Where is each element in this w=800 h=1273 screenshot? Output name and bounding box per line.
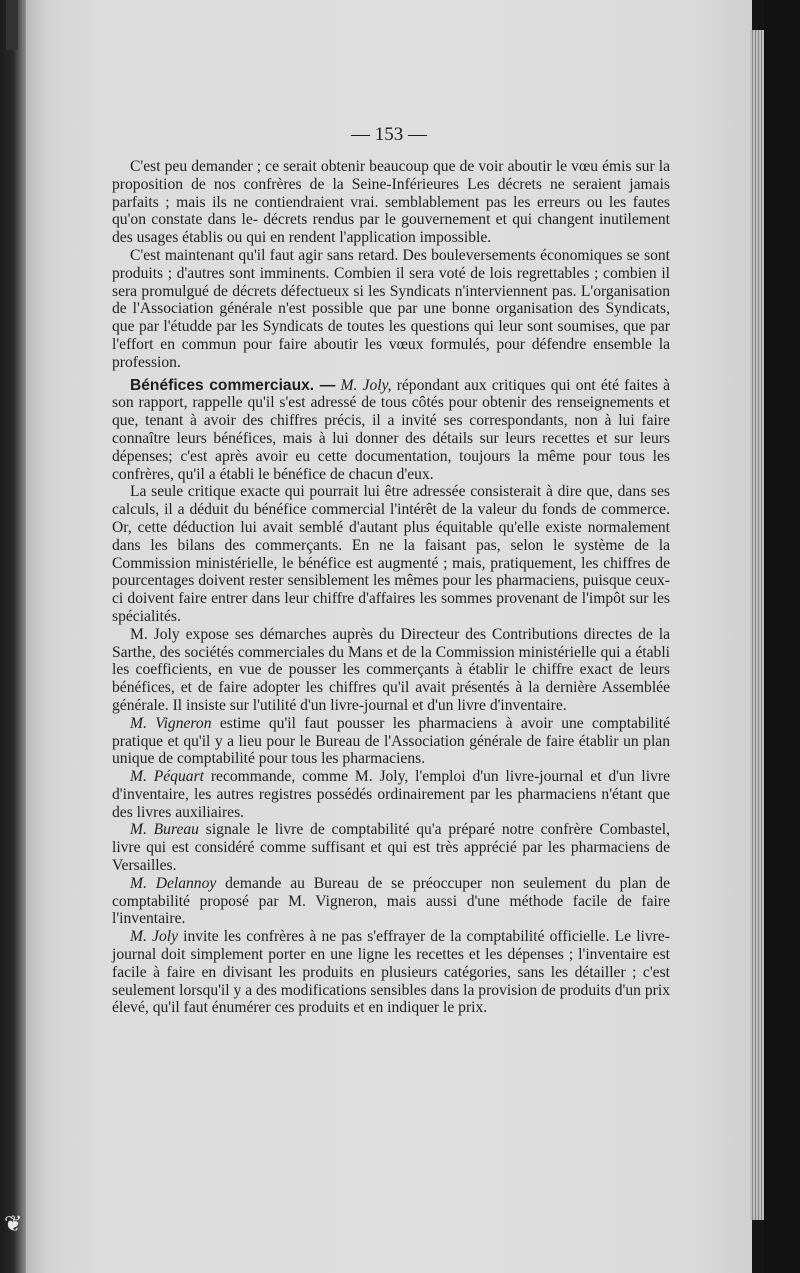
binding-mark [6,0,18,50]
paragraph-text: C'est maintenant qu'il faut agir sans retard. Des bouleversements économiques se sont produits ; d'autres sont imminents. Combien il sera voté de lois regrettables ; combien il sera promulgué de décrets défectueux si les Syndicats n'interviennent pas. L'organisation de l'Association générale n'est possible que par une bonne organisation des Syndicats, que par l'étudde par les Syndicats de toutes les questions qui leur sont soumises, que par l'effort en commun pour faire aboutir les vœux formulés, pour défendre ensemble la profession. [112,246,670,371]
book-page [26,0,752,1273]
section-heading: Bénéfices commerciaux. — [130,376,336,394]
paragraph [112,483,670,625]
paragraph [112,821,670,874]
paragraph-text: La seule critique exacte qui pourrait lui être adressée consisterait à dire que, dans ses calculs, il a déduit du bénéfice commercial l'intérêt de la valeur du fonds de commerce. Or, cette déduction lui avait semblé d'autant plus équitable qu'elle existe normalement dans les bilans des commerçants. En ne la faisant pas, selon le système de la Commission ministérielle, le bénéfice est augmenté ; mais, pratiquement, les chiffres de pourcentages doivent rester sensiblement les mêmes pour les pharmaciens, puisque ceux-ci doivent faire entrer dans leur chiffre d'affaires les sommes provenant de l'impôt sur les spécialités. [112,483,670,625]
paragraph [112,768,670,821]
page-body [112,158,670,1017]
paragraph-text: estime qu'il faut pousser les pharmaciens à avoir une comptabilité pratique et qu'il y a lieu pour le Bureau de l'Association générale de faire établir un plan unique de comptabilité pour tous les pharmaciens. [112,714,670,768]
paragraph-text: invite les confrères à ne pas s'effrayer de la comptabilité officielle. Le livre-journal doit simplement porter en une ligne les recettes et les dépenses ; l'inventaire est facile à faire en divisant les produits en plusieurs catégories, sans les détailler ; c'est seulement lorsqu'il y a des modifications sensibles dans la provision de produits d'un prix élevé, qu'il faut énumérer ces produits et en indiquer le prix. [112,928,670,1017]
paragraph [112,247,670,372]
speaker-name: M. Delannoy [130,874,217,892]
fleuron-ornament-icon: ❦ [4,1212,23,1237]
paragraph-text: signale le livre de comptabilité qu'a préparé notre confrère Combastel, livre qui est considéré comme suffisant et qui est très apprécié par les pharmaciens de Versailles. [112,821,670,875]
paragraph-text: demande au Bureau de se préoccuper non seulement du plan de comptabilité proposé par M. Vigneron, mais aussi d'une méthode facile de faire l'inventaire. [112,874,670,928]
paragraph [112,928,670,1017]
background-right [764,0,800,1273]
speaker-name: M. Vigneron [130,714,212,732]
paragraph-text: recommande, comme M. Joly, l'emploi d'un livre-journal et d'un livre d'inventaire, les autres registres possédés ordinairement par les pharmaciens n'étant que des livres auxiliaires. [112,768,671,821]
paragraph [112,377,670,484]
paragraph [112,875,670,928]
speaker-name: M. Bureau [130,821,199,839]
paragraph [112,158,670,247]
speaker-name: M. Péquart [130,768,204,786]
speaker-name: M. Joly [130,928,178,946]
paragraph [112,715,670,768]
page-stack-edge [750,30,764,1220]
paragraph [112,626,670,715]
paragraph-text: M. Joly expose ses démarches auprès du Directeur des Contributions directes de la Sarthe, des sociétés commerciales du Mans et de la Commission ministérielle qui a établi les coefficients, en vue de pousser les commerçants à établir le chiffre exact de leurs bénéfices, et de faire adopter les chiffres qu'il avait présentés à la dernière Assemblée générale. Il insiste sur l'utilité d'un livre-journal et d'un livre d'inventaire. [112,625,670,714]
paragraph-text: répondant aux critiques qui ont été faites à son rapport, rappelle qu'il s'est adressé de tous côtés pour obtenir des renseignements et que, tenant à avoir des chiffres précis, il a invité ses correspondants, non à lui faire connaître leurs bénéfices, mais à lui donner des détails sur leurs recettes et sur leurs dépenses; c'est après avoir eu cette documentation, toujours la même pour tous les confrères, qu'il a établi le bénéfice de chacun d'eux. [112,376,671,483]
paragraph-text: C'est peu demander ; ce serait obtenir beaucoup que de voir aboutir le vœu émis sur la proposition de nos confrères de la Seine-Inférieures Les décrets ne seraient jamais parfaits ; mais ils ne contiendraient vrai. semblablement pas les erreurs ou les fautes qu'on constate dans le- décrets rendus par le gouvernement et qui changent inutilement des usages établis ou qui en rendent l'application impossible. [112,158,670,247]
speaker-name: M. Joly, [340,376,392,394]
page-number: — 153 — [351,124,427,145]
